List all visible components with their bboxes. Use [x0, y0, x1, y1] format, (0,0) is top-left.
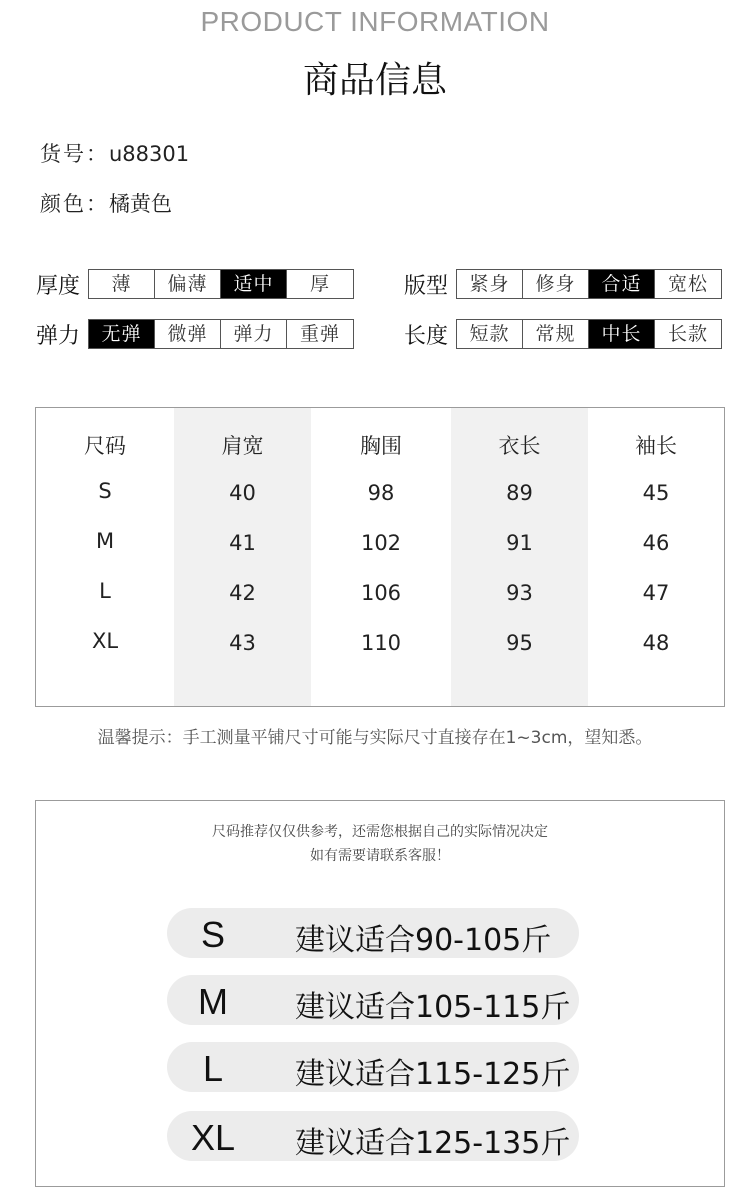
fit-option: 紧身 — [457, 270, 523, 298]
recommend-size: XL — [190, 1117, 236, 1158]
table-cell: 91 — [506, 531, 533, 555]
fit-options — [456, 269, 722, 299]
elasticity-row — [36, 319, 354, 349]
fit-option: 宽松 — [667, 273, 708, 295]
length-option: 常规 — [523, 320, 589, 348]
length-option: 短款 — [457, 320, 523, 348]
thickness-option: 适中 — [221, 270, 287, 298]
item-color-value: 橘黄色 — [109, 192, 172, 216]
table-cell: 40 — [229, 481, 256, 505]
chest-column — [311, 408, 451, 706]
table-header: 肩宽 — [221, 434, 264, 458]
fit-label: 版型 — [404, 273, 449, 299]
table-header: 衣长 — [498, 434, 541, 458]
elasticity-option: 弹力 — [221, 320, 287, 348]
table-cell: 93 — [506, 581, 533, 605]
recommend-item — [167, 908, 579, 958]
size-recommendation — [35, 800, 725, 1187]
thickness-option: 厚 — [309, 273, 330, 295]
recommend-weight: 建议适合90-105斤 — [295, 923, 552, 958]
recommend-size: M — [198, 981, 228, 1022]
recommend-weight: 建议适合115-125斤 — [295, 1057, 571, 1092]
length-options — [456, 319, 722, 349]
table-cell: S — [98, 479, 112, 503]
recommend-weight: 建议适合125-135斤 — [295, 1126, 571, 1161]
table-cell: 106 — [360, 581, 402, 605]
contact-note: 如有需要请联系客服！ — [310, 848, 450, 864]
elasticity-option: 无弹 — [89, 320, 155, 348]
elasticity-option: 微弹 — [155, 320, 221, 348]
length-label: 长度 — [404, 323, 449, 349]
table-cell: 98 — [367, 481, 395, 505]
table-cell: 48 — [642, 631, 670, 655]
table-cell: 47 — [642, 581, 670, 605]
table-cell: 43 — [229, 631, 256, 655]
table-cell: 41 — [229, 531, 256, 555]
table-header: 尺码 — [84, 434, 126, 458]
thickness-option: 薄 — [89, 270, 155, 298]
sleeve-column — [588, 408, 724, 706]
thickness-option: 偏薄 — [155, 270, 221, 298]
length-row — [404, 319, 722, 349]
page-title: 商品信息 — [302, 60, 447, 101]
item-color — [40, 188, 172, 218]
table-cell: XL — [91, 629, 119, 653]
fit-option: 合适 — [589, 270, 655, 298]
item-number-label: 货号： — [40, 142, 109, 166]
item-number-value: u88301 — [109, 142, 190, 166]
table-header: 胸围 — [360, 434, 402, 458]
thickness-label: 厚度 — [36, 273, 81, 299]
table-cell: 89 — [506, 481, 533, 505]
fit-option: 修身 — [523, 270, 589, 298]
table-header: 袖长 — [635, 434, 677, 458]
english-title: PRODUCT INFORMATION — [200, 6, 550, 37]
length-option: 中长 — [589, 320, 655, 348]
item-color-label: 颜色： — [40, 192, 109, 216]
thickness-row — [36, 269, 354, 299]
elasticity-options — [88, 319, 354, 349]
fit-row — [404, 269, 722, 299]
elasticity-label: 弹力 — [36, 323, 81, 349]
table-cell: 102 — [360, 531, 402, 555]
recommend-note: 尺码推荐仅仅供参考，还需您根据自己的实际情况决定 — [212, 824, 548, 840]
size-column — [36, 408, 174, 706]
recommend-size: S — [200, 914, 225, 955]
recommend-item — [167, 1111, 579, 1161]
recommend-weight: 建议适合105-115斤 — [295, 990, 571, 1025]
table-cell: 95 — [506, 631, 533, 655]
size-table — [35, 407, 725, 707]
table-cell: M — [95, 529, 115, 553]
thickness-options — [88, 269, 354, 299]
recommend-item — [167, 975, 579, 1025]
table-cell: L — [99, 579, 111, 603]
table-cell: 45 — [642, 481, 670, 505]
table-cell: 42 — [229, 581, 256, 605]
elasticity-option: 重弹 — [299, 323, 340, 345]
recommend-item — [167, 1042, 579, 1092]
length-option: 长款 — [667, 323, 708, 345]
recommend-size: L — [202, 1048, 224, 1089]
measurement-tip: 温馨提示：手工测量平铺尺寸可能与实际尺寸直接存在1~3cm，望知悉。 — [97, 728, 653, 748]
table-cell: 110 — [360, 631, 402, 655]
item-number — [40, 138, 189, 168]
length-column — [451, 408, 588, 706]
table-cell: 46 — [642, 531, 670, 555]
shoulder-column — [174, 408, 311, 706]
